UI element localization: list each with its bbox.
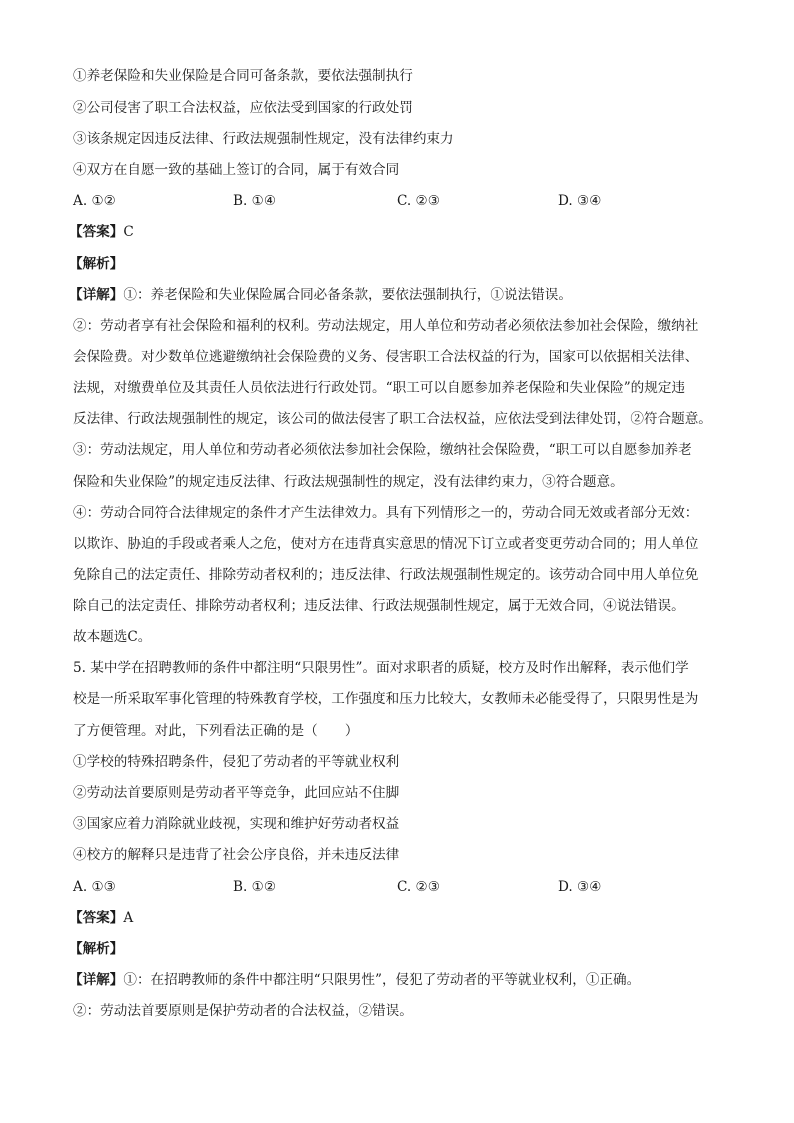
q4-detail-line-2: ②：劳动者享有社会保险和福利的权利。劳动法规定，用人单位和劳动者必须依法参加社会保险，缴纳社 [73, 318, 699, 334]
q4-option-d: D. ③④ [558, 193, 602, 209]
q5-option-b: B. ①② [233, 879, 277, 895]
q5-stem-line-3: 了方便管理。对此，下列看法正确的是（ ） [73, 723, 359, 739]
q4-statement-2: ②公司侵害了职工合法权益，应依法受到国家的行政处罚 [73, 100, 413, 116]
q5-stem-line-1: 5. 某中学在招聘教师的条件中都注明“只限男性”。面对求职者的质疑，校方及时作出解释，表示他们学 [73, 660, 689, 676]
detail-tag: 【详解】 [69, 972, 124, 988]
q5-statement-3: ③国家应着力消除就业歧视，实现和维护好劳动者权益 [73, 816, 400, 832]
q4-detail-line-3: 会保险费。对少数单位逃避缴纳社会保险费的义务、侵害职工合法权益的行为，国家可以依据相关法律、 [73, 349, 699, 365]
q5-detail-line-1 [69, 971, 640, 989]
q4-detail-line-4: 法规，对缴费单位及其责任人员依法进行行政处罚。“职工可以自愿参加养老保险和失业保险”的规定违 [73, 380, 686, 396]
q4-detail-line-5: 反法律、行政法规强制性的规定，该公司的做法侵害了职工合法权益，应依法受到法律处罚，②符合题意。 [73, 411, 712, 427]
q5-stem-line-2: 校是一所采取军事化管理的特殊教育学校，工作强度和压力比较大，女教师未必能受得了，只限男性是为 [73, 691, 699, 707]
q5-statement-1: ①学校的特殊招聘条件，侵犯了劳动者的平等就业权利 [73, 754, 400, 770]
answer-tag: 【答案】 [69, 910, 124, 926]
q4-detail-line-7: 保险和失业保险”的规定违反法律、行政法规强制性的规定，没有法律约束力，③符合题意。 [73, 474, 624, 490]
q4-detail-line-11: 除自己的法定责任、排除劳动者权利；违反法律、行政法规强制性规定，属于无效合同，④说法错误。 [73, 598, 685, 614]
q4-statement-4: ④双方在自愿一致的基础上签订的合同，属于有效合同 [73, 162, 400, 178]
q4-analysis-tag: 【解析】 [69, 256, 124, 272]
detail-text: ①：在招聘教师的条件中都注明“只限男性”，侵犯了劳动者的平等就业权利，①正确。 [123, 972, 641, 988]
q5-statement-2: ②劳动法首要原则是劳动者平等竞争，此回应站不住脚 [73, 785, 400, 801]
q4-statement-3: ③该条规定因违反法律、行政法规强制性规定，没有法律约束力 [73, 131, 454, 147]
q5-option-a: A. ①③ [73, 879, 116, 895]
q5-analysis-tag: 【解析】 [69, 941, 124, 957]
answer-value: A [123, 910, 134, 926]
answer-tag: 【答案】 [69, 224, 124, 240]
q5-statement-4: ④校方的解释只是违背了社会公序良俗，并未违反法律 [73, 847, 400, 863]
q4-statement-1: ①养老保险和失业保险是合同可备条款，要依法强制执行 [73, 68, 413, 84]
q4-option-b: B. ①④ [233, 193, 277, 209]
q4-detail-line-10: 免除自己的法定责任、排除劳动者权利的；违反法律、行政法规强制性规定的。该劳动合同中用人单位免 [73, 567, 699, 583]
detail-text: ①：养老保险和失业保险属合同必备条款，要依法强制执行，①说法错误。 [123, 287, 572, 303]
detail-tag: 【详解】 [69, 287, 124, 303]
q4-option-a: A. ①② [73, 193, 116, 209]
q5-option-c: C. ②③ [397, 879, 440, 895]
q5-detail-line-2: ②：劳动法首要原则是保护劳动者的合法权益，②错误。 [73, 1003, 413, 1019]
q5-option-d: D. ③④ [558, 879, 602, 895]
q4-detail-line-8: ④：劳动合同符合法律规定的条件才产生法律效力。具有下列情形之一的，劳动合同无效或者部分无效： [73, 505, 699, 521]
q4-conclusion: 故本题选C。 [73, 629, 152, 645]
q4-answer [69, 223, 134, 241]
q4-detail-line-1 [69, 286, 572, 304]
q4-option-c: C. ②③ [397, 193, 440, 209]
q4-detail-line-6: ③：劳动法规定，用人单位和劳动者必须依法参加社会保险，缴纳社会保险费，“职工可以自愿参加养老 [73, 442, 692, 458]
answer-value: C [123, 224, 134, 240]
q5-answer [69, 909, 133, 927]
q4-detail-line-9: 以欺诈、胁迫的手段或者乘人之危，使对方在违背真实意思的情况下订立或者变更劳动合同的；用人单位 [73, 536, 699, 552]
